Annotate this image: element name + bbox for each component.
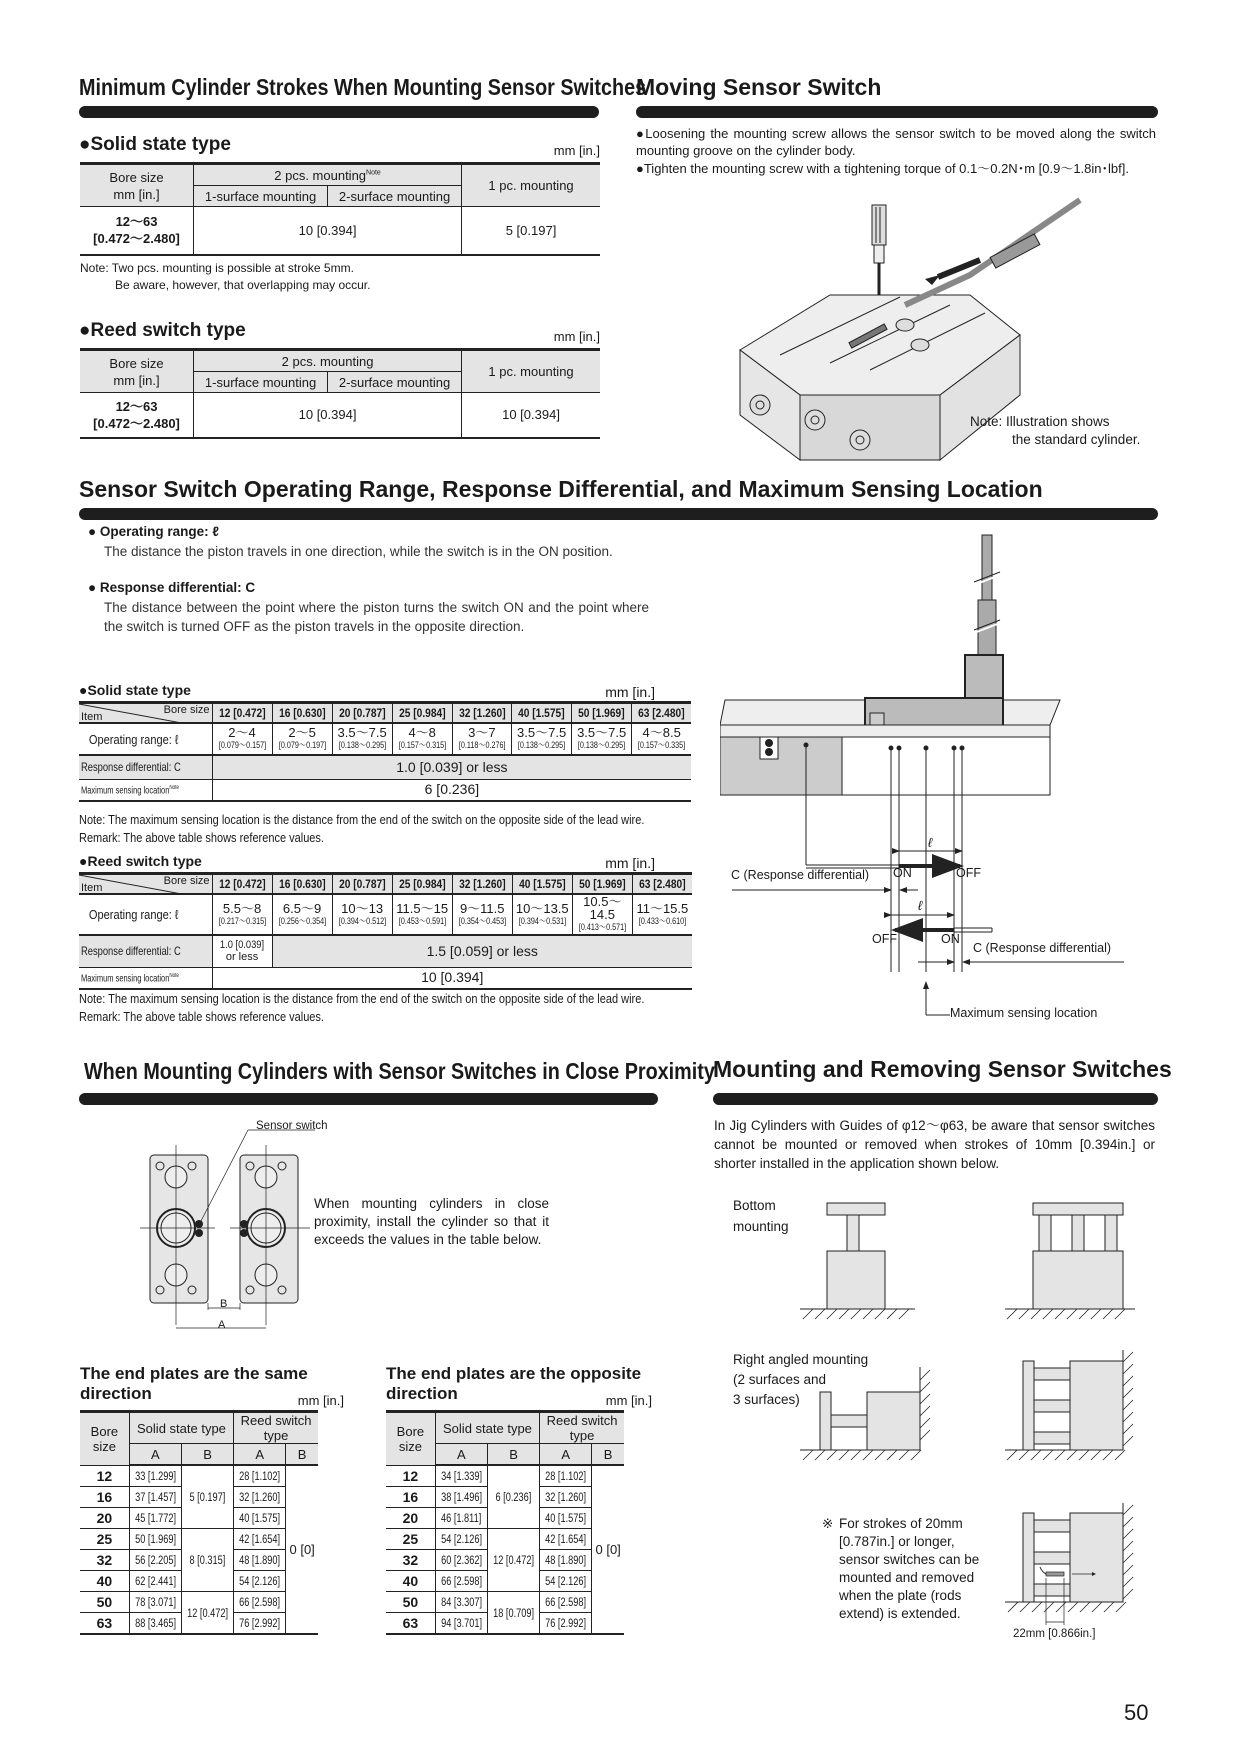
- bore-cell: 40: [386, 1571, 435, 1592]
- section-title-min-strokes: Minimum Cylinder Strokes When Mounting Sensor Switches: [79, 74, 647, 100]
- reed-b-cell: 0 [0]: [286, 1465, 318, 1634]
- two-pcs-value: 10 [0.394]: [194, 393, 462, 438]
- off-label-bottom: OFF: [872, 932, 897, 946]
- note-line: Be aware, however, that overlapping may occur.: [115, 278, 371, 292]
- unit-label: mm [in.]: [605, 1393, 652, 1408]
- header-b: B: [487, 1444, 539, 1466]
- op-solid-table: [79, 701, 691, 802]
- bore-cell: 12: [80, 1465, 129, 1487]
- solid-b-cell: 6 [0.236]: [495, 1492, 532, 1504]
- header-two-pcs: 2 pcs. mounting: [194, 350, 462, 372]
- dimension-22mm: 22mm [0.866in.]: [1013, 1628, 1096, 1640]
- header-bore: Bore size: [80, 1412, 129, 1466]
- header-1-surface: 1-surface mounting: [194, 186, 328, 207]
- section-bar: [79, 508, 1158, 520]
- dim-a-label: A: [218, 1319, 226, 1331]
- bore-range-in: [0.472～2.480]: [93, 415, 180, 431]
- header-b: B: [286, 1444, 318, 1466]
- mount-remove-text: In Jig Cylinders with Guides of φ12～φ63, be aware that sensor switches cannot be mounted or removed when strokes of 10mm [0.394in.] or shorter installed in the application shown below.: [714, 1118, 1155, 1171]
- resp-diff-first-2: or less: [225, 951, 259, 964]
- item-bore-header: [79, 875, 212, 893]
- opposite-direction-title-2: direction: [386, 1384, 458, 1403]
- illustration-note-line1: Note: Illustration shows: [970, 414, 1110, 429]
- reed-a-cell: 42 [1.654]: [545, 1534, 587, 1546]
- row-label: Operating range: ℓ: [88, 907, 179, 922]
- solid-b-cell: 12 [0.472]: [187, 1607, 229, 1620]
- bore-col: 50 [1.969]: [578, 705, 625, 720]
- section-bar: [79, 1093, 658, 1105]
- bore-cell: 25: [386, 1529, 435, 1550]
- bore-range-in: [0.472～2.480]: [93, 231, 180, 247]
- header-bore: Bore size: [109, 355, 164, 371]
- solid-b-cell: 12 [0.472]: [493, 1555, 535, 1567]
- bore-col: 63 [2.480]: [639, 876, 686, 891]
- note-sup: Note: [366, 169, 381, 177]
- reed-b-cell: 0 [0]: [592, 1465, 624, 1634]
- header-1-surface: 1-surface mounting: [194, 372, 328, 393]
- bore-cell: 16: [80, 1487, 129, 1508]
- row-label: Operating range: ℓ: [88, 731, 179, 747]
- one-pc-value: 10 [0.394]: [462, 393, 600, 438]
- note-line: Note: The maximum sensing location is the distance from the end of the switch on the opposite side of the lead wire.: [79, 992, 645, 1006]
- reed-a-cell: 76 [2.992]: [545, 1618, 587, 1630]
- solid-b-cell: 18 [0.709]: [493, 1607, 535, 1620]
- header-b: B: [592, 1444, 624, 1466]
- reed-a-cell: 32 [1.260]: [545, 1492, 587, 1504]
- reed-a-cell: 42 [1.654]: [239, 1534, 281, 1546]
- op-reed-table: [79, 872, 692, 990]
- opposite-direction-table: [386, 1410, 624, 1635]
- solid-a-cell: 46 [1.811]: [441, 1513, 482, 1525]
- opposite-direction-title-1: The end plates are the opposite: [386, 1364, 642, 1383]
- bore-col: 40 [1.575]: [519, 876, 566, 891]
- table-row: [80, 393, 600, 438]
- unit-label: mm [in.]: [553, 143, 600, 158]
- bottom-mounting-diagram: [795, 1195, 1140, 1325]
- bore-col: 16 [0.630]: [278, 705, 326, 720]
- bore-col: 25 [0.984]: [398, 705, 446, 720]
- unit-label: mm [in.]: [605, 684, 655, 700]
- ell-label-bottom: ℓ: [918, 898, 923, 913]
- solid-a-cell: 45 [1.772]: [134, 1513, 176, 1525]
- header-bore: Bore size: [163, 875, 210, 887]
- same-direction-title-2: direction: [80, 1384, 152, 1403]
- illustration-note-line2: the standard cylinder.: [1012, 432, 1141, 447]
- c-label-right: C (Response differential): [973, 941, 1112, 955]
- reference-mark-icon: ※: [822, 1516, 834, 1531]
- table-row-max-location: [79, 967, 692, 989]
- sensor-switch-label: Sensor switch: [256, 1120, 328, 1132]
- moving-bullet-1: ●Loosening the mounting screw allows the sensor switch to be moved along the switch mounting groove on the cylinder body.: [636, 126, 1156, 158]
- bore-range: 12～63: [115, 214, 158, 230]
- def-operating-range-label: ● Operating range: ℓ: [88, 524, 220, 539]
- reed-a-cell: 28 [1.102]: [239, 1471, 281, 1483]
- solid-a-cell: 54 [2.126]: [440, 1534, 482, 1546]
- reed-subtitle: ●Reed switch type: [79, 320, 246, 341]
- solid-a-cell: 37 [1.457]: [134, 1492, 176, 1504]
- header-solid: Solid state type: [129, 1412, 233, 1444]
- max-sensing-label: Maximum sensing location: [950, 1006, 1098, 1020]
- note-line: Note: Two pcs. mounting is possible at stroke 5mm.: [80, 261, 354, 275]
- table-row-max-location: [79, 779, 691, 801]
- operating-range-diagram: [720, 530, 1140, 1030]
- table-row: [80, 207, 600, 255]
- table-row: [386, 1529, 624, 1550]
- table-row: [386, 1465, 624, 1487]
- note-line: Note: The maximum sensing location is the distance from the end of the switch on the opposite side of the lead wire.: [79, 813, 645, 827]
- ell-label-top: ℓ: [928, 835, 933, 850]
- reed-a-cell: 40 [1.575]: [239, 1513, 281, 1525]
- unit-label: mm [in.]: [605, 855, 655, 871]
- header-reed: Reed switch type: [540, 1412, 624, 1444]
- section-bar: [636, 106, 1158, 118]
- bore-cell: 32: [386, 1550, 435, 1571]
- bore-col: 40 [1.575]: [518, 705, 565, 720]
- header-bore-unit: mm [in.]: [113, 372, 160, 388]
- resp-diff-value: 1.0 [0.039] or less: [212, 755, 691, 779]
- solid-a-cell: 78 [3.071]: [134, 1597, 176, 1609]
- reed-a-cell: 32 [1.260]: [239, 1492, 281, 1504]
- reed-a-cell: 76 [2.992]: [239, 1618, 281, 1630]
- solid-a-cell: 62 [2.441]: [134, 1576, 176, 1588]
- reed-a-cell: 40 [1.575]: [545, 1513, 587, 1525]
- bore-range: 12～63: [115, 398, 158, 414]
- section-bar: [79, 106, 599, 118]
- bore-cell: 20: [80, 1508, 129, 1529]
- same-direction-table: [80, 1410, 318, 1635]
- table-row-operating-range: Operating range: ℓ 5.5～8 [0.217～0.315] 6.5～9 [0.256～0.354] 10～13 [0.394～0.512] 11.5～15 [0.453～0.591] 9～11.5 [0.354～0.453] 10～13.5 [0.394～0.531] 10.5～14.5 [0.413～0.571] 11～15.5 [0.433～0.610]: [79, 894, 692, 935]
- section-bar: [713, 1093, 1158, 1105]
- solid-a-cell: 84 [3.307]: [440, 1597, 482, 1609]
- header-one-pc: 1 pc. mounting: [462, 350, 600, 393]
- max-loc-value: 10 [0.394]: [212, 967, 692, 989]
- extended-plate-diagram: [1000, 1500, 1145, 1640]
- bore-cell: 40: [80, 1571, 129, 1592]
- bore-cell: 32: [80, 1550, 129, 1571]
- same-direction-title: [80, 1364, 308, 1404]
- header-bore: Bore size: [386, 1412, 435, 1466]
- header-a: A: [435, 1444, 487, 1466]
- header-one-pc: 1 pc. mounting: [462, 164, 600, 207]
- table-row: [80, 1529, 318, 1550]
- row-label: Maximum sensing location$^{Note}$: [81, 785, 179, 797]
- header-item: Item: [81, 882, 103, 894]
- header-a: A: [129, 1444, 181, 1466]
- section-title-moving: Moving Sensor Switch: [636, 74, 882, 100]
- right-angled-label: Right angled mounting (2 surfaces and 3 surfaces): [733, 1352, 869, 1407]
- reed-a-cell: 28 [1.102]: [545, 1471, 587, 1483]
- right-angled-diagram: [795, 1345, 1140, 1465]
- table-row-response-diff: [79, 935, 692, 967]
- op-reed-subtitle: ●Reed switch type: [79, 853, 202, 869]
- reed-a-cell: 54 [2.126]: [545, 1576, 587, 1588]
- resp-diff-value: 1.5 [0.059] or less: [272, 935, 692, 967]
- def-response-diff-text: The distance between the point where the piston turns the switch ON and the point where the switch is turned OFF as the piston travels in the opposite direction.: [104, 600, 649, 634]
- resp-diff-first: 1.0 [0.039]: [219, 939, 265, 952]
- dim-b-label: B: [220, 1298, 228, 1310]
- header-bore: Bore size: [163, 704, 210, 716]
- bore-col: 12 [0.472]: [218, 876, 266, 891]
- header-two-pcs: 2 pcs. mounting: [274, 167, 367, 183]
- on-label-top: ON: [893, 866, 912, 880]
- section-title-proximity: When Mounting Cylinders with Sensor Switches in Close Proximity: [84, 1058, 715, 1084]
- item-bore-header: [79, 704, 212, 722]
- on-label-bottom: ON: [941, 932, 960, 946]
- bore-cell: 63: [80, 1613, 129, 1635]
- bore-cell: 16: [386, 1487, 435, 1508]
- reed-a-cell: 66 [2.598]: [239, 1597, 281, 1609]
- bore-cell: 50: [386, 1592, 435, 1613]
- solid-b-cell: 8 [0.315]: [189, 1555, 226, 1567]
- solid-b-cell: 5 [0.197]: [189, 1492, 226, 1504]
- strokes-note: ※ For strokes of 20mm [0.787in.] or longer, sensor switches can be mounted and removed when the plate (rods extend) is extended.: [822, 1516, 980, 1621]
- c-label-left: C (Response differential): [731, 868, 870, 882]
- solid-a-cell: 88 [3.465]: [134, 1618, 176, 1630]
- table-row-response-diff: [79, 755, 691, 779]
- solid-a-cell: 50 [1.969]: [134, 1534, 176, 1546]
- reed-a-cell: 48 [1.890]: [545, 1555, 587, 1567]
- table-row-operating-range: Operating range: ℓ 2～4 [0.079～0.157] 2～5 [0.079～0.197] 3.5～7.5 [0.138～0.295] 4～8 [0.157～0.315] 3～7 [0.118～0.276] 3.5～7.5 [0.138～0.295] 3.5～7.5 [0.138～0.295] 4～8.5 [0.157～0.335]: [79, 723, 691, 755]
- table-row: [80, 1592, 318, 1613]
- op-solid-subtitle: ●Solid state type: [79, 682, 191, 698]
- bore-col: 12 [0.472]: [218, 705, 266, 720]
- header-a: A: [234, 1444, 286, 1466]
- illustration-note: [970, 413, 1140, 449]
- two-pcs-value: 10 [0.394]: [194, 207, 462, 255]
- bore-col: 16 [0.630]: [278, 876, 326, 891]
- moving-bullet-2: ●Tighten the mounting screw with a tightening torque of 0.1～0.2N･m [0.9～1.8in･lbf].: [636, 161, 1129, 176]
- table-row: [80, 1465, 318, 1487]
- section-title-operating: Sensor Switch Operating Range, Response Differential, and Maximum Sensing Location: [79, 476, 1043, 502]
- bore-cell: 12: [386, 1465, 435, 1487]
- bore-col: 20 [0.787]: [338, 876, 386, 891]
- solid-a-cell: 56 [2.205]: [134, 1555, 176, 1567]
- header-item: Item: [81, 711, 103, 723]
- unit-label: mm [in.]: [553, 329, 600, 344]
- bore-cell: 50: [80, 1592, 129, 1613]
- min-stroke-solid-table: [80, 162, 600, 256]
- header-bore-unit: mm [in.]: [113, 186, 160, 202]
- header-bore: Bore size: [109, 169, 164, 185]
- off-label-top: OFF: [956, 866, 981, 880]
- header-2-surface: 2-surface mounting: [328, 372, 462, 393]
- one-pc-value: 5 [0.197]: [462, 207, 600, 255]
- row-label: Response differential: C: [81, 759, 181, 774]
- solid-state-subtitle: ●Solid state type: [79, 134, 231, 155]
- table-row: [386, 1592, 624, 1613]
- row-label: Maximum sensing location$^{Note}$: [81, 973, 179, 985]
- header-a: A: [540, 1444, 592, 1466]
- bore-col: 32 [1.260]: [458, 876, 506, 891]
- header-2-surface: 2-surface mounting: [328, 186, 462, 207]
- same-direction-title-1: The end plates are the same: [80, 1364, 308, 1383]
- unit-label: mm [in.]: [297, 1393, 344, 1408]
- reed-a-cell: 66 [2.598]: [545, 1597, 587, 1609]
- header-reed: Reed switch type: [234, 1412, 318, 1444]
- bore-col: 50 [1.969]: [579, 876, 626, 891]
- header-solid: Solid state type: [435, 1412, 539, 1444]
- min-stroke-reed-table: [80, 348, 600, 439]
- max-loc-value: 6 [0.236]: [212, 779, 691, 801]
- reed-a-cell: 48 [1.890]: [239, 1555, 281, 1567]
- solid-a-cell: 94 [3.701]: [440, 1618, 482, 1630]
- solid-a-cell: 34 [1.339]: [440, 1471, 482, 1483]
- proximity-text: When mounting cylinders in close proximity, install the cylinder so that it exceeds the values in the table below.: [314, 1196, 549, 1247]
- solid-a-cell: 33 [1.299]: [134, 1471, 176, 1483]
- bore-cell: 63: [386, 1613, 435, 1635]
- remark-line: Remark: The above table shows reference values.: [79, 1010, 324, 1024]
- page-number: 50: [1124, 1700, 1149, 1725]
- def-operating-range-text: The distance the piston travels in one direction, while the switch is in the ON position.: [104, 544, 613, 559]
- bore-cell: 20: [386, 1508, 435, 1529]
- bore-cell: 25: [80, 1529, 129, 1550]
- reed-a-cell: 54 [2.126]: [239, 1576, 281, 1588]
- def-response-diff-label: ● Response differential: C: [88, 580, 256, 595]
- solid-a-cell: 38 [1.496]: [440, 1492, 482, 1504]
- bore-col: 25 [0.984]: [398, 876, 446, 891]
- remark-line: Remark: The above table shows reference values.: [79, 831, 324, 845]
- solid-a-cell: 60 [2.362]: [440, 1555, 482, 1567]
- header-b: B: [181, 1444, 233, 1466]
- solid-a-cell: 66 [2.598]: [440, 1576, 482, 1588]
- bore-col: 32 [1.260]: [458, 705, 506, 720]
- bottom-mounting-label: Bottom mounting: [733, 1198, 789, 1234]
- section-title-mount-remove: Mounting and Removing Sensor Switches: [713, 1056, 1172, 1082]
- row-label: Response differential: C: [81, 943, 181, 958]
- bore-col: 20 [0.787]: [338, 705, 386, 720]
- bore-col: 63 [2.480]: [638, 705, 685, 720]
